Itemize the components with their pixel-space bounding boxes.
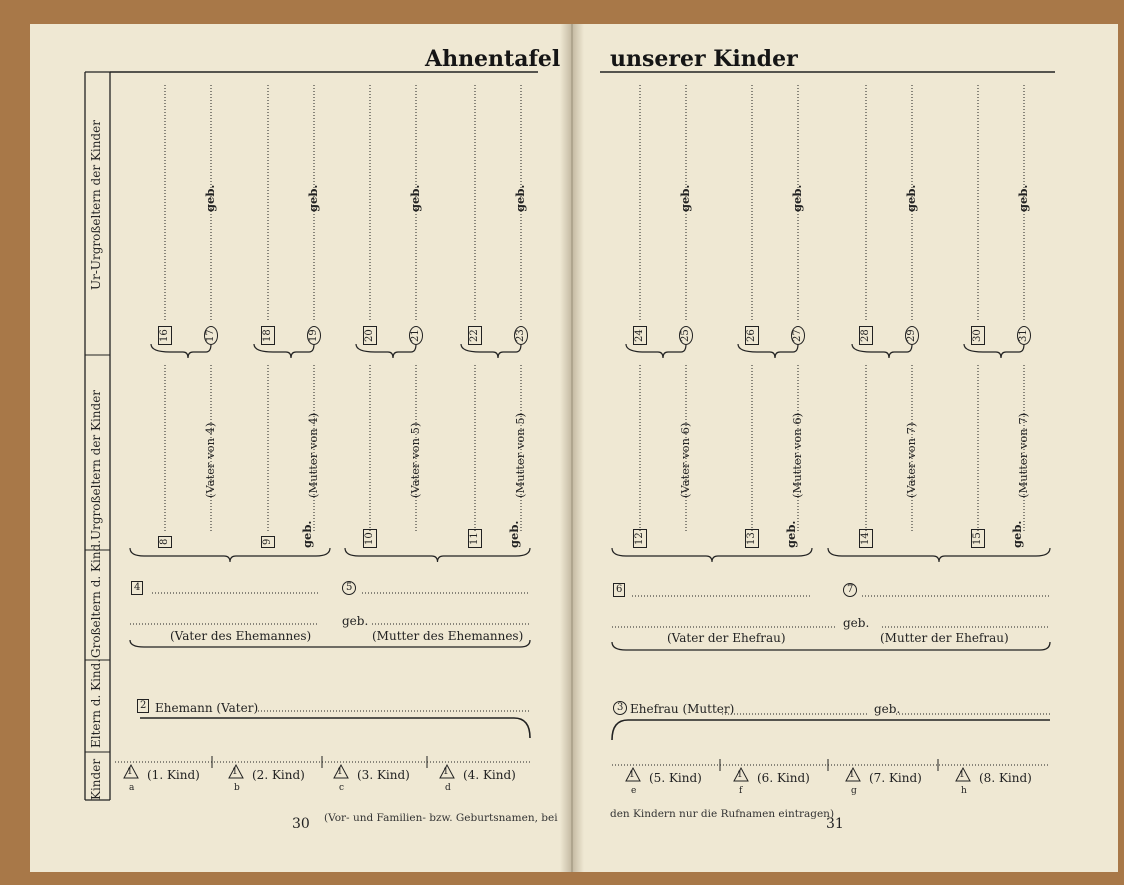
uur-bracket (356, 344, 416, 358)
ur-number-8: 8 (158, 536, 172, 548)
uur-bracket (461, 344, 521, 358)
uur-bracket (852, 344, 912, 358)
kind-label: (2. Kind) (252, 768, 305, 782)
uur-number-19: 19 (307, 326, 321, 345)
ur-number-9: 9 (261, 536, 275, 548)
ur-label: (Vater von 6) (678, 422, 692, 498)
parent-number-3: 3 (613, 701, 627, 715)
kind-letter: b (234, 783, 240, 793)
kind-warn-number: 1 (127, 767, 133, 777)
uur-number-20: 20 (363, 326, 377, 345)
ur-label: (Mutter von 6) (790, 412, 804, 498)
ur-bracket (130, 548, 330, 562)
uur-geb-label: geb. (678, 184, 692, 212)
kind-warn-number: 1 (959, 770, 965, 780)
kind-letter: a (129, 783, 135, 793)
page-number-right: 31 (826, 816, 844, 832)
uur-number-17: 17 (204, 326, 218, 345)
gp-geb-right: geb. (843, 616, 870, 630)
parent-ehemann-label: Ehemann (Vater) (155, 701, 259, 715)
ur-bracket (828, 548, 1050, 562)
ur-number-12: 12 (633, 529, 647, 548)
kind-letter: c (339, 783, 345, 793)
kind-letter: g (851, 786, 857, 796)
ur-geb-label: geb. (300, 520, 314, 548)
uur-bracket (626, 344, 686, 358)
uur-number-29: 29 (905, 326, 919, 345)
ur-geb-label: geb. (1010, 520, 1024, 548)
kind-warn-number: 1 (232, 767, 238, 777)
kind-label: (8. Kind) (979, 771, 1032, 785)
gp-number-4: 4 (131, 581, 143, 595)
uur-geb-label: geb. (408, 184, 422, 212)
uur-number-18: 18 (261, 326, 275, 345)
gp-label-mutter-ehemann: (Mutter des Ehemannes) (372, 629, 524, 643)
kind-warn-number: 1 (443, 767, 449, 777)
page-number-left: 30 (292, 816, 310, 832)
ur-number-15: 15 (971, 529, 985, 548)
title-right: unserer Kinder (610, 46, 798, 72)
gp-label-vater-ehemann: (Vater des Ehemannes) (170, 629, 312, 643)
uur-geb-label: geb. (513, 184, 527, 212)
ur-label: (Vater von 7) (904, 422, 918, 498)
ur-bracket (345, 548, 530, 562)
uur-number-25: 25 (679, 326, 693, 345)
ur-number-10: 10 (363, 529, 377, 548)
parent-bracket-left (140, 718, 530, 738)
uur-geb-label: geb. (904, 184, 918, 212)
uur-geb-label: geb. (1016, 184, 1030, 212)
ur-number-14: 14 (859, 529, 873, 548)
footer-text-left: (Vor- und Familien- bzw. Geburtsnamen, bei (324, 812, 558, 824)
kind-warn-number: 1 (629, 770, 635, 780)
uur-bracket (964, 344, 1024, 358)
gp-number-5: 5 (342, 581, 356, 595)
ur-bracket (612, 548, 812, 562)
ur-number-11: 11 (468, 529, 482, 548)
uur-number-21: 21 (409, 326, 423, 345)
title-left: Ahnentafel (425, 46, 561, 72)
uur-geb-label: geb. (203, 184, 217, 212)
sidebar-gross-heading: Großeltern d. Kind. (89, 539, 103, 658)
sidebar-kinder-heading: Kinder (89, 758, 103, 800)
uur-bracket (738, 344, 798, 358)
ur-label: (Mutter von 7) (1016, 412, 1030, 498)
parent-ehefrau-geb: geb. (874, 702, 901, 716)
ur-label: (Mutter von 5) (513, 412, 527, 498)
kind-letter: d (445, 783, 451, 793)
kind-letter: h (961, 786, 967, 796)
uur-geb-label: geb. (790, 184, 804, 212)
uur-number-28: 28 (859, 326, 873, 345)
ur-label: (Vater von 5) (408, 422, 422, 498)
sidebar-uur-heading: Ur-Urgroßeltern der Kinder (89, 120, 103, 290)
kind-warn-number: 1 (337, 767, 343, 777)
kind-label: (4. Kind) (463, 768, 516, 782)
uur-bracket (151, 344, 211, 358)
kind-letter: f (739, 786, 743, 796)
parent-bracket-right (612, 720, 1050, 740)
kind-label: (1. Kind) (147, 768, 200, 782)
gp-geb-left: geb. (342, 614, 369, 628)
uur-bracket (254, 344, 314, 358)
kind-label: (3. Kind) (357, 768, 410, 782)
kind-label: (6. Kind) (757, 771, 810, 785)
ur-label: (Vater von 4) (203, 422, 217, 498)
uur-geb-label: geb. (306, 184, 320, 212)
kind-warn-number: 1 (849, 770, 855, 780)
gp-label-vater-ehefrau: (Vater der Ehefrau) (667, 631, 786, 645)
gp-label-mutter-ehefrau: (Mutter der Ehefrau) (880, 631, 1009, 645)
footer-text-right: den Kindern nur die Rufnamen eintragen) (610, 808, 835, 820)
kind-letter: e (631, 786, 637, 796)
uur-number-30: 30 (971, 326, 985, 345)
kind-label: (7. Kind) (869, 771, 922, 785)
ur-geb-label: geb. (784, 520, 798, 548)
parent-number-2: 2 (137, 699, 149, 713)
gp-number-6: 6 (613, 583, 625, 597)
uur-number-31: 31 (1017, 326, 1031, 345)
ur-number-13: 13 (745, 529, 759, 548)
uur-number-23: 23 (514, 326, 528, 345)
uur-number-27: 27 (791, 326, 805, 345)
ur-geb-label: geb. (507, 520, 521, 548)
kind-label: (5. Kind) (649, 771, 702, 785)
uur-number-16: 16 (158, 326, 172, 345)
gp-number-7: 7 (843, 583, 857, 597)
uur-number-26: 26 (745, 326, 759, 345)
uur-number-22: 22 (468, 326, 482, 345)
sidebar-eltern-heading: Eltern d. Kind. (89, 658, 103, 748)
ur-label: (Mutter von 4) (306, 412, 320, 498)
uur-number-24: 24 (633, 326, 647, 345)
sidebar-ur-heading: Urgroßeltern der Kinder (89, 389, 103, 540)
parent-ehefrau-label: Ehefrau (Mutter) (630, 702, 735, 716)
kind-warn-number: 1 (737, 770, 743, 780)
